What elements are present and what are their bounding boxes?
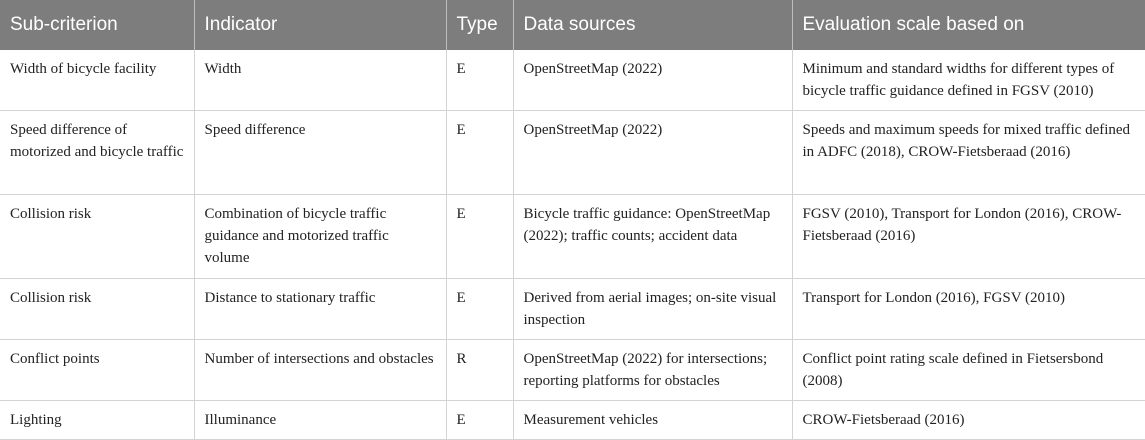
cell-type: E [446,50,513,111]
cell-data-sources: OpenStreetMap (2022) for intersections; reporting platforms for obstacles [513,340,792,401]
cell-evaluation: Conflict point rating scale defined in Fietsersbond (2008) [792,340,1145,401]
cell-evaluation: Transport for London (2016), FGSV (2010) [792,279,1145,340]
cell-evaluation: CROW-Fietsberaad (2016) [792,401,1145,440]
cell-indicator: Illuminance [194,401,446,440]
header-data-sources: Data sources [513,0,792,50]
cell-sub-criterion: Lighting [0,401,194,440]
cell-evaluation: Minimum and standard widths for different types of bicycle traffic guidance defined in FGSV (2010) [792,50,1145,111]
table-row [0,111,1145,195]
cell-indicator: Combination of bicycle traffic guidance and motorized traffic volume [194,195,446,279]
cell-indicator: Width [194,50,446,111]
cell-type: E [446,111,513,195]
cell-sub-criterion: Width of bicycle facility [0,50,194,111]
cell-type: E [446,195,513,279]
cell-data-sources: Derived from aerial images; on-site visual inspection [513,279,792,340]
cell-sub-criterion: Conflict points [0,340,194,401]
table-row [0,401,1145,440]
cell-type: E [446,401,513,440]
table-body [0,50,1145,440]
cell-data-sources: OpenStreetMap (2022) [513,111,792,195]
header-indicator: Indicator [194,0,446,50]
header-row [0,0,1145,50]
header-sub-criterion: Sub-criterion [0,0,194,50]
table-row [0,195,1145,279]
table-header [0,0,1145,50]
table-row [0,279,1145,340]
cell-sub-criterion: Collision risk [0,279,194,340]
cell-evaluation: FGSV (2010), Transport for London (2016), CROW-Fietsberaad (2016) [792,195,1145,279]
table-row [0,50,1145,111]
cell-indicator: Distance to stationary traffic [194,279,446,340]
header-evaluation-scale: Evaluation scale based on [802,14,1025,35]
cell-sub-criterion: Speed difference of motorized and bicycle traffic [0,111,194,195]
cell-indicator: Speed difference [194,111,446,195]
table-row [0,340,1145,401]
cell-data-sources: Bicycle traffic guidance: OpenStreetMap (2022); traffic counts; accident data [513,195,792,279]
cell-evaluation: Speeds and maximum speeds for mixed traffic defined in ADFC (2018), CROW-Fietsberaad (2016) [792,111,1145,195]
cell-indicator: Number of intersections and obstacles [194,340,446,401]
cell-type: R [446,340,513,401]
cell-type: E [446,279,513,340]
cell-data-sources: OpenStreetMap (2022) [513,50,792,111]
header-type: Type [446,0,513,50]
cell-data-sources: Measurement vehicles [513,401,792,440]
cell-sub-criterion: Collision risk [0,195,194,279]
